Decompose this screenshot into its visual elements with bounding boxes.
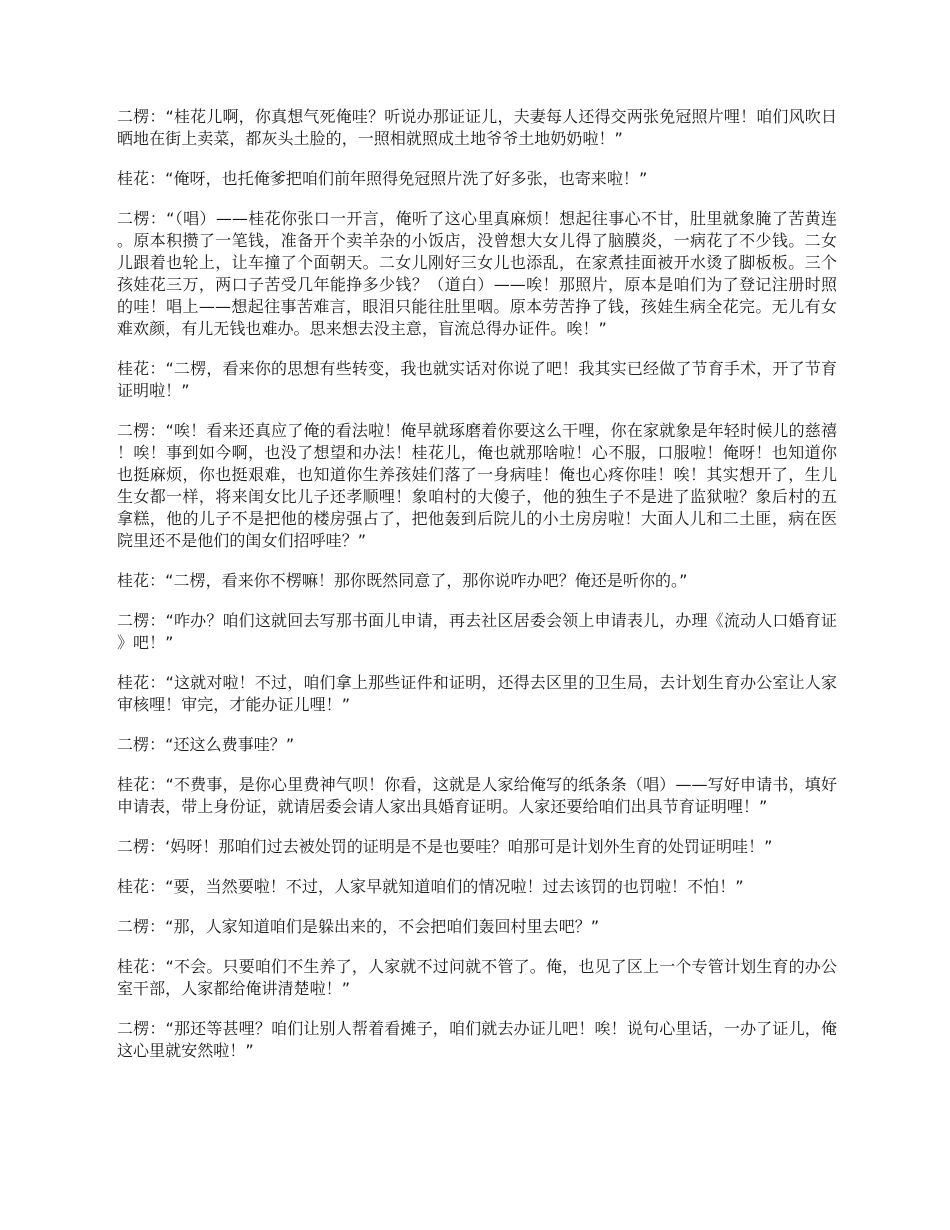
dialogue-paragraph: 桂花：“要，当然要啦！不过，人家早就知道咱们的情况啦！过去该罚的也罚啦！不怕！” [117,877,744,896]
dialogue-paragraph: 二楞：“唉！看来还真应了俺的看法啦！俺早就琢磨着你要这么干哩，你在家就象是年轻时候儿的慈禧！唉！事到如今啊，也没了想望和办法！桂花儿，俺也就那啥啦！心不服，口服啦！俺呀！也知道你也挺麻烦，你也挺艰难，也知道你生养孩娃们落了一身病哇！俺也心疼你哇！唉！其实想开了，生儿生女都一样，将来闺女比儿子还孝顺哩！象咱村的大傻子，他的独生子不是进了监狱啦？象后村的五拿糕，他的儿子不是把他的楼房强占了，把他轰到后院儿的小土房房啦！大面人儿和二土匪，病在医院里还不是他们的闺女们招呼哇？” [117,421,837,550]
dialogue-paragraph: 二楞：“咋办？咱们这就回去写那书面儿申请，再去社区居委会领上申请表儿，办理《流动人口婚育证》吧！” [117,611,837,652]
dialogue-paragraph: 二楞：“桂花儿啊，你真想气死俺哇？听说办那证证儿，夫妻每人还得交两张免冠照片哩！咱们风吹日晒地在街上卖菜，都灰头土脸的，一照相就照成土地爷爷土地奶奶啦！” [117,107,837,148]
dialogue-paragraph: 桂花：“这就对啦！不过，咱们拿上那些证件和证明，还得去区里的卫生局，去计划生育办公室让人家审核哩！审完，才能办证儿哩！” [117,673,837,714]
dialogue-paragraph: 二楞：‘妈呀！那咱们过去被处罚的证明是不是也要哇？咱那可是计划外生育的处罚证明哇！” [117,837,773,856]
dialogue-paragraph: 二楞：“（唱）——桂花你张口一开言，俺听了这心里真麻烦！想起往事心不甘，肚里就象腌了苦黄连。原本积攒了一笔钱，准备开个卖羊杂的小饭店，没曾想大女儿得了脑膜炎，一病花了不少钱。二女儿跟着也轮上，让车撞了个面朝天。二女儿刚好三女儿也添乱，在家煮挂面被开水烫了脚板板。三个孩娃花三万，两口子苦受几年能挣多少钱？（道白）——唉！那照片，原本是咱们为了登记注册时照的哇！唱上——想起往事苦难言，眼泪只能往肚里咽。原本劳苦挣了钱，孩娃生病全花完。无儿有女难欢颜，有儿无钱也难办。思来想去没主意，盲流总得办证件。唉！” [117,209,837,338]
dialogue-paragraph: 桂花：“俺呀，也托俺爹把咱们前年照得免冠照片洗了好多张，也寄来啦！” [117,169,648,188]
document-page [117,106,837,1080]
dialogue-paragraph: 桂花：“不会。只要咱们不生养了，人家就不过问就不管了。俺，也见了区上一个专管计划生育的办公室干部，人家都给俺讲清楚啦！” [117,957,837,998]
dialogue-paragraph: 二楞：“那，人家知道咱们是躲出来的，不会把咱们轰回村里去吧？” [117,917,600,936]
dialogue-paragraph: 桂花：“不费事，是你心里费神气呗！你看，这就是人家给俺写的纸条条（唱）——写好申请书，填好申请表，带上身份证，就请居委会请人家出具婚育证明。人家还要给咱们出具节育证明哩！” [117,775,837,816]
dialogue-paragraph: 桂花：“二楞，看来你不楞嘛！那你既然同意了，那你说咋办吧？俺还是听你的。” [117,571,688,590]
dialogue-paragraph: 二楞：“还这么费事哇？” [117,735,295,754]
dialogue-paragraph: 桂花：“二楞，看来你的思想有些转变，我也就实话对你说了吧！我其实已经做了节育手术，开了节育证明啦！” [117,359,837,400]
dialogue-paragraph: 二楞：“那还等甚哩？咱们让别人帮着看摊子，咱们就去办证儿吧！唉！说句心里话，一办了证儿，俺这心里就安然啦！” [117,1019,837,1060]
